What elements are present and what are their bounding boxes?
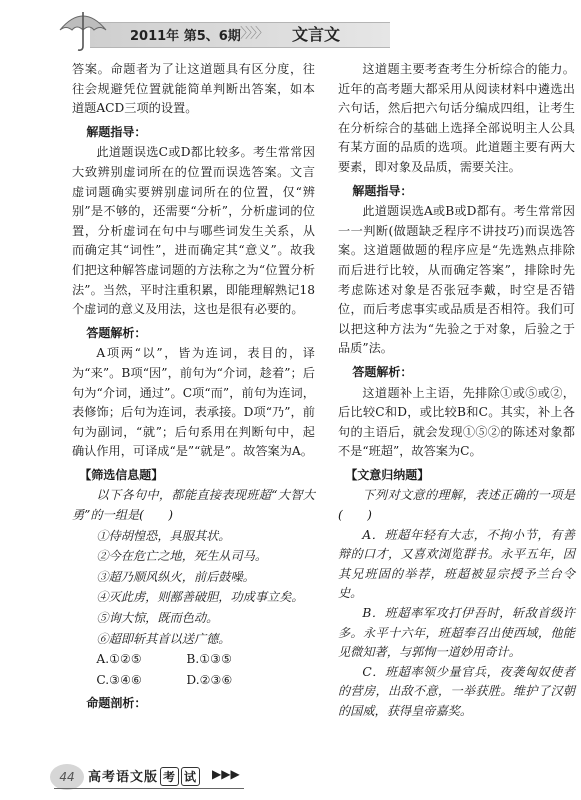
- option-6: ⑥超即斩其首以送广德。: [96, 631, 231, 646]
- footer-arrows: ▶▶▶: [212, 767, 240, 781]
- footer-tag-kao: 考: [160, 767, 179, 786]
- screening-question-stem: 以下各句中，都能直接表现班超“大智大勇”的一组是( ): [72, 488, 315, 523]
- right-guide-heading: 解题指导：: [352, 183, 413, 198]
- screening-question-title: 【筛选信息题】: [79, 467, 164, 482]
- left-guide-heading: 解题指导：: [86, 124, 147, 139]
- left-analysis-heading: 命题剖析：: [86, 696, 147, 711]
- left-intro-paragraph: 答案。命题者为了让这道题具有区分度，往往会规避凭位置就能简单判断出答案，如本道题ACD三项的设置。: [72, 62, 315, 116]
- issue-label: 2011年 第5、6期: [130, 29, 241, 44]
- summary-option-a: A．班超年轻有大志，不拘小节，有善辩的口才，又喜欢浏览群书。永平五年，因其兄班固的举荐，班超被显宗授予兰台令史。: [338, 527, 575, 601]
- header-arrows: 〉〉〉〉: [240, 26, 267, 42]
- footer-rule: [54, 788, 244, 789]
- choice-d: D.②③⑥: [186, 672, 233, 687]
- choice-b: B.①③⑤: [186, 652, 232, 667]
- footer-title: [88, 766, 200, 786]
- left-column: [72, 60, 315, 715]
- choice-a: A.①②⑤: [96, 652, 142, 667]
- right-column: [338, 60, 575, 722]
- summary-question-title: 【文意归纳题】: [345, 467, 430, 482]
- summary-option-b: B．班超率军攻打伊吾时，斩敌首级许多。永平十六年，班超奉召出使西域，他能见微知著，与郭恂一道妙用奇计。: [338, 606, 575, 660]
- page-footer: [0, 758, 581, 800]
- page-header: [0, 0, 581, 60]
- footer-tag-shi: 试: [181, 767, 200, 786]
- right-answer-paragraph: 这道题补上主语，先排除①或⑤或②，后比较C和D，或比较B和C。其实，补上各句的主语后，就会发现①⑤②的陈述对象都不是“班超”，故答案为C。: [338, 385, 575, 459]
- option-3: ③超乃顺风纵火，前后鼓噪。: [96, 569, 255, 584]
- choices-row-2: [72, 671, 315, 691]
- right-answer-heading: 答题解析：: [352, 364, 413, 379]
- option-5: ⑤询大惊，既而色动。: [96, 611, 219, 626]
- umbrella-icon: [56, 6, 110, 54]
- choices-row-1: [72, 650, 315, 670]
- option-2: ②今在危亡之地，死生从司马。: [96, 549, 268, 564]
- option-1: ①侍胡惶恐，具服其状。: [96, 528, 231, 543]
- summary-question-stem: 下列对文意的理解，表述正确的一项是( ): [338, 488, 575, 523]
- choice-c: C.③④⑥: [96, 672, 142, 687]
- summary-option-c: C．班超率领少量官兵，夜袭匈奴使者的营房，出敌不意，一举获胜。维护了汉朝的国威，获得皇帝嘉奖。: [338, 664, 575, 718]
- option-4: ④灭此虏，则鄯善破胆，功成事立矣。: [96, 590, 304, 605]
- left-answer-heading: 答题解析：: [86, 325, 147, 340]
- right-guide-paragraph: 此道题误选A或B或D都有。考生常常因一一判断(做题缺乏程序不讲技巧)而误选答案。这道题做题的程序应是“先选熟点排除而后进行比较，从而确定答案”，排除时先考虑陈述对象是否张冠李戴，时空是否错位，而后考虑事实或品质是否相符。我们可以把这种方法为“先验之于对象，后验之于品质”法。: [338, 204, 575, 356]
- footer-title-text: 高考语文版: [88, 770, 159, 785]
- left-guide-paragraph: 此道题误选C或D都比较多。考生常常因大致辨别虚词所在的位置而误选答案。文言虚词题确实要辨别虚词所在的位置，仅“辨别”是不够的，还需要“分析”，分析虚词的位置，分析虚词在句中与哪些词发生关系，从而确定其“词性”，进而确定其“意义”。故我们把这种解答虚词题的方法称之为“位置分析法”。当然，平时注重积累，即能理解熟记18个虚词的意义及用法，这也是很有必要的。: [72, 145, 315, 317]
- section-title: 文言文: [292, 25, 341, 44]
- right-intro-paragraph: 这道题主要考查考生分析综合的能力。近年的高考题大都采用从阅读材料中遴选出六句话，然后把六句话分编成四组，让考生在分析综合的基础上选择全部说明主人公具有某方面的品质的选项。此道题主要有两大要素，即对象及品质，需要关注。: [338, 62, 575, 174]
- page-number: 44: [50, 764, 84, 790]
- left-answer-paragraph: A项两“以”，皆为连词，表目的，译为“来”。B项“因”，前句为“介词，趁着”；后句为“介词，通过”。C项“而”，前句为连词，表修饰；后句为连词，表承接。D项“乃”，前句为副词，“就”；后句系用在判断句中，起确认作用，可译成“是”“就是”。故答案为A。: [72, 346, 315, 459]
